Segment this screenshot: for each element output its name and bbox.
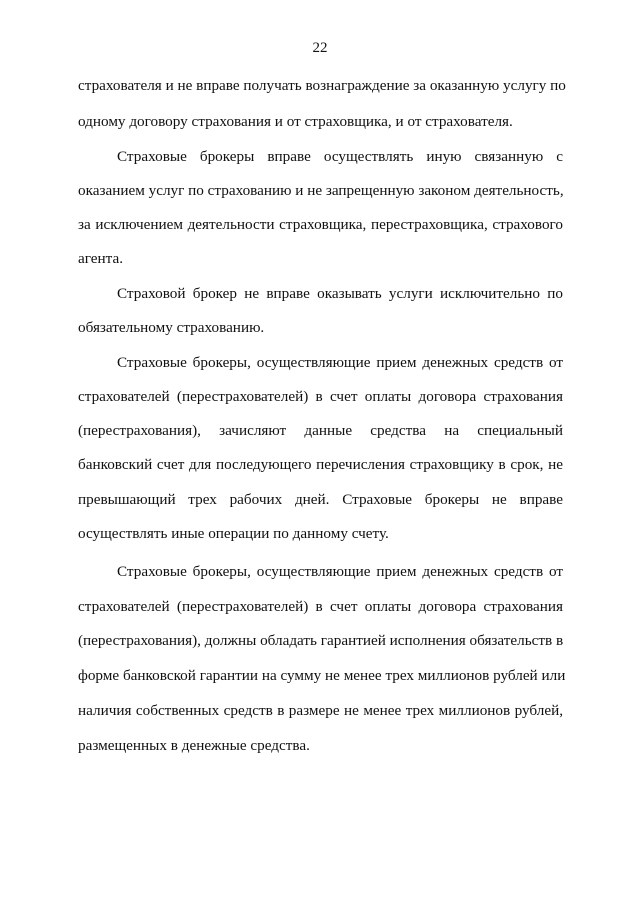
text-line: превышающий трех рабочих дней. Страховые брокеры не вправе: [78, 491, 563, 508]
text-line: страхователей (перестрахователей) в счет оплаты договора страхования: [78, 598, 563, 615]
text-line: агента.: [78, 250, 123, 267]
text-line: банковский счет для последующего перечисления страховщику в срок, не: [78, 456, 563, 473]
text-line: за исключением деятельности страховщика, перестраховщика, страхового: [78, 216, 563, 233]
text-line: Страховые брокеры, осуществляющие прием денежных средств от: [117, 563, 563, 580]
text-line: Страховые брокеры вправе осуществлять иную связанную с: [117, 148, 563, 165]
text-line: (перестрахования), зачисляют данные средства на специальный: [78, 422, 563, 439]
page-number: 22: [312, 40, 328, 56]
text-line: страхователя и не вправе получать вознаграждение за оказанную услугу по: [78, 77, 566, 94]
text-line: страхователей (перестрахователей) в счет оплаты договора страхования: [78, 388, 563, 405]
text-line: одному договору страхования и от страховщика, и от страхователя.: [78, 113, 513, 130]
text-line: размещенных в денежные средства.: [78, 737, 310, 754]
text-line: Страховой брокер не вправе оказывать услуги исключительно по: [117, 285, 563, 302]
text-line: (перестрахования), должны обладать гарантией исполнения обязательств в: [78, 632, 564, 649]
text-line: оказанием услуг по страхованию и не запрещенную законом деятельность,: [78, 182, 564, 199]
text-line: осуществлять иные операции по данному счету.: [78, 525, 389, 542]
text-line: Страховые брокеры, осуществляющие прием денежных средств от: [117, 354, 563, 371]
text-line: форме банковской гарантии на сумму не менее трех миллионов рублей или: [78, 667, 566, 684]
text-line: наличия собственных средств в размере не менее трех миллионов рублей,: [78, 702, 563, 719]
text-line: обязательному страхованию.: [78, 319, 265, 336]
